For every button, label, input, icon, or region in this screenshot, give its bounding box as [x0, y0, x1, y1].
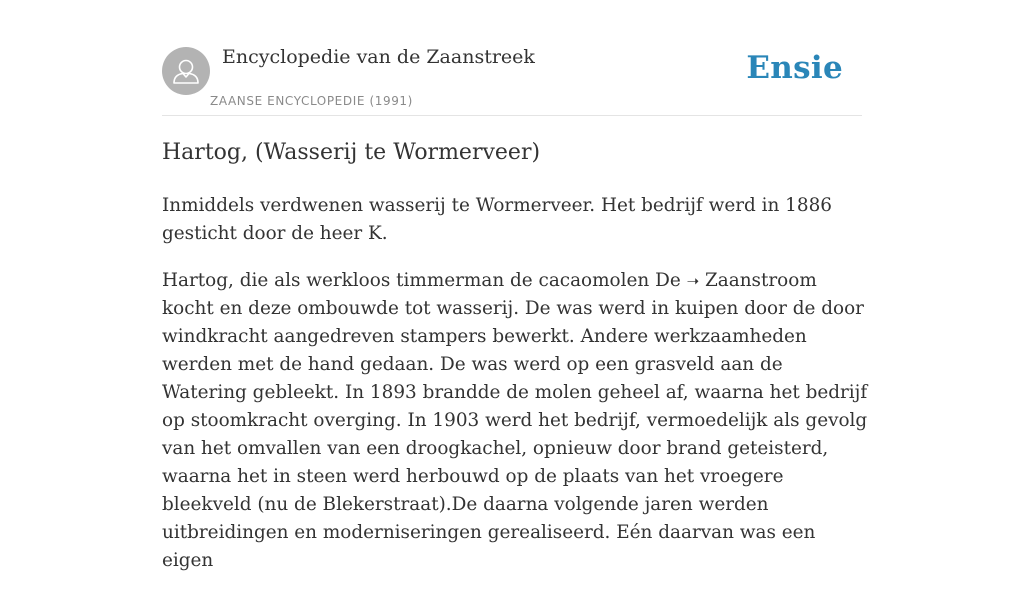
source-title-link[interactable]: Encyclopedie van de Zaanstreek: [222, 46, 535, 68]
source-subtitle: ZAANSE ENCYCLOPEDIE (1991): [210, 94, 413, 108]
paragraph-text: kocht en deze ombouwde tot wasserij. De was werd in kuipen door de door windkracht aangedreven stampers bewerkt. Andere werkzaamheden werden met de hand gedaan. De was werd op een grasveld aan de Watering gebleekt. In 1893 brandde de molen geheel af, waarna het bedrijf op stoomkracht overging. In 1903 werd het bedrijf, vermoedelijk als gevolg van het omvallen van een droogkachel, opnieuw door brand geteisterd, waarna het in steen werd herbouwd op de plaats van het vroegere bleekveld (nu de Blekerstraat).De daarna volgende jaren werden uitbreidingen en moderniseringen gerealiseerd. Eén daarvan was een eigen: [162, 298, 868, 571]
paragraph: [162, 267, 872, 575]
brand-logo[interactable]: Ensie: [746, 50, 843, 86]
crossref-link-zaanstroom[interactable]: Zaanstroom: [699, 270, 817, 291]
page: [162, 0, 868, 571]
entry-title: Hartog, (Wasserij te Wormerveer): [162, 140, 541, 165]
paragraph: Inmiddels verdwenen wasserij te Wormerveer. Het bedrijf werd in 1886 gesticht door de heer K.: [162, 195, 832, 244]
avatar-silhouette: [162, 47, 210, 95]
link-arrow-icon: ➝: [686, 272, 700, 290]
entry-content: [162, 192, 872, 594]
source-header: [162, 0, 862, 116]
user-avatar-icon[interactable]: [162, 47, 210, 95]
paragraph-text: Hartog, die als werkloos timmerman de cacaomolen De: [162, 270, 687, 291]
